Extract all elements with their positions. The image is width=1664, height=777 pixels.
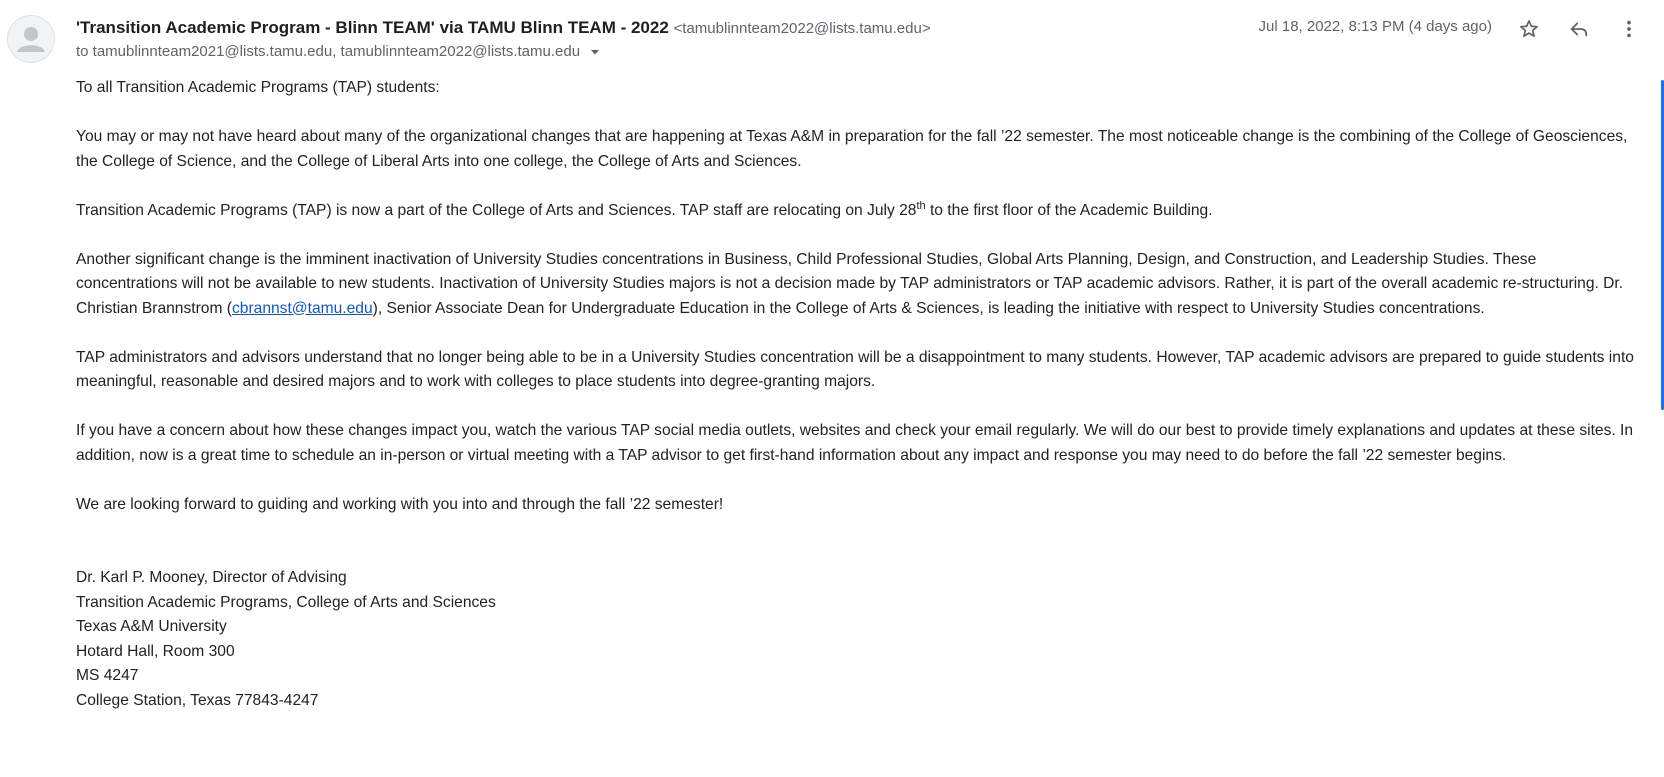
reply-icon [1568,18,1590,40]
paragraph-3-text-end: ), Senior Associate Dean for Undergraduate Education in the College of Arts & Sciences, is leading the initiative with respect to University Studies concentrations. [372,299,1485,317]
paragraph-3-text: Another significant change is the imminent inactivation of University Studies concentrations in Business, Child Professional Studies, Global Arts Planning, Design, and Construction, and Leadership Studies. These concentrations will not be available to new students. Inactivation of University Studies majors is not a decision made by TAP administrators or TAP academic advisors. Rather, it is part of the overall academic re-structuring. Dr. Christian Brannstrom ( [76,250,1624,317]
signature-line: Hotard Hall, Room 300 [76,642,235,660]
paragraph-5: If you have a concern about how these changes impact you, watch the various TAP social media outlets, websites and check your email regularly. We will do our best to provide timely explanations and updates at these sites. In addition, now is a great time to schedule an in-person or virtual meeting with a TAP advisor to get first-hand information about any impact and response you may need to do before the fall ’22 semester begins. [76,422,1634,464]
recipients-line [76,43,602,60]
reply-button[interactable] [1564,14,1594,44]
email-link[interactable]: cbrannst@tamu.edu [231,299,373,317]
avatar[interactable] [7,15,55,63]
signature-line: Dr. Karl P. Mooney, Director of Advising [76,569,347,586]
more-vert-icon [1618,18,1640,40]
paragraph-1: You may or may not have heard about many of the organizational changes that are happening at Texas A&M in preparation for the fall ’22 semester. The most noticeable change is the combining of the College of Geosciences, the College of Science, and the College of Liberal Arts into one college, the College of Arts and Sciences. [76,128,1628,170]
signature-line: Texas A&M University [76,618,227,635]
greeting: To all Transition Academic Programs (TAP) students: [76,79,440,96]
signature-line: College Station, Texas 77843-4247 [76,691,319,709]
star-icon [1518,18,1540,40]
sender-email: <tamublinnteam2022@lists.tamu.edu> [673,20,931,37]
signature [76,566,1636,713]
paragraph-2-text: Transition Academic Programs (TAP) is now a part of the College of Arts and Sciences. TAP staff are relocating on July 28 [76,201,917,219]
paragraph-4: TAP administrators and advisors understand that no longer being able to be in a University Studies concentration will be a disappointment to many students. However, TAP academic advisors are prepared to guide students into meaningful, reasonable and desired majors and to work with colleges to place students into degree-granting majors. [76,348,1634,390]
paragraph-3 [76,248,1636,322]
paragraph-2 [76,199,1636,224]
person-avatar-icon [8,16,54,62]
sender-line [76,18,931,38]
ordinal-suffix: th [916,199,926,212]
message-date: Jul 18, 2022, 8:13 PM (4 days ago) [1258,18,1492,35]
message-body [76,76,1636,713]
chevron-down-icon[interactable] [588,45,602,59]
sender-name[interactable]: 'Transition Academic Program - Blinn TEAM' via TAMU Blinn TEAM - 2022 [76,18,669,37]
scrollbar[interactable] [1660,0,1664,777]
paragraph-2-text-end: to the first floor of the Academic Building. [925,201,1213,219]
signature-line: MS 4247 [76,667,139,684]
signature-line: Transition Academic Programs, College of Arts and Sciences [76,593,496,611]
closing: We are looking forward to guiding and working with you into and through the fall ’22 semester! [76,495,724,513]
recipients-text: to tamublinnteam2021@lists.tamu.edu, tamublinnteam2022@lists.tamu.edu [76,43,581,60]
more-options-button[interactable] [1614,14,1644,44]
star-button[interactable] [1514,14,1544,44]
